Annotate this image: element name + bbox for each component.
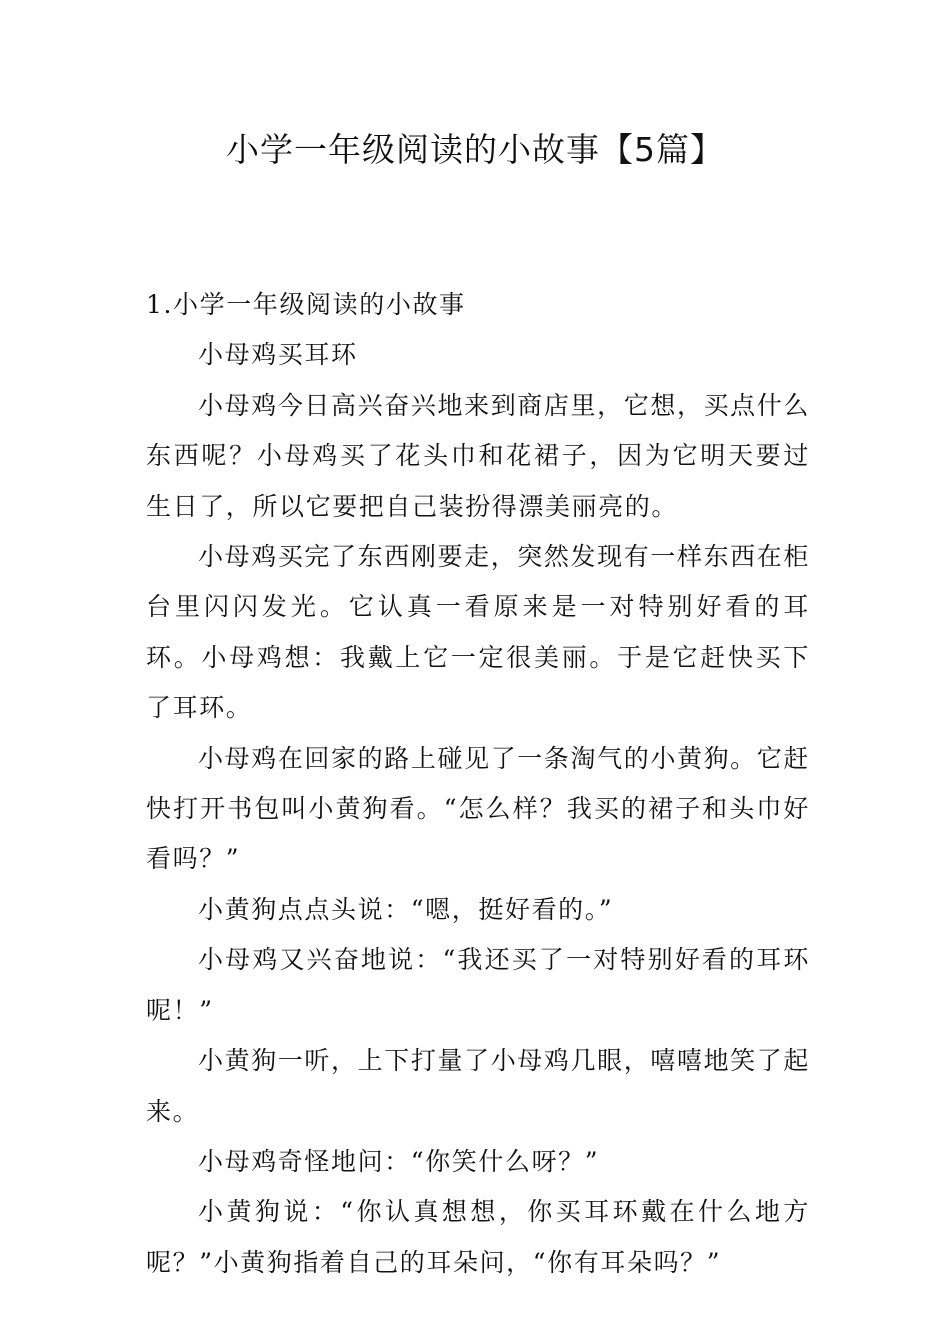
document-body [146,280,810,1288]
section-heading: 1.小学一年级阅读的小故事 [146,290,466,319]
paragraph-6: 小黄狗一听，上下打量了小母鸡几眼，嘻嘻地笑了起来。 [146,1046,810,1126]
paragraph-3: 小母鸡在回家的路上碰见了一条淘气的小黄狗。它赶快打开书包叫小黄狗看。“怎么样？我买的裙子和头巾好看吗？” [146,743,810,874]
story-title: 小母鸡买耳环 [198,340,358,370]
document-title: 小学一年级阅读的小故事【5篇】 [226,130,724,169]
paragraph-7: 小母鸡奇怪地问：“你笑什么呀？” [198,1146,600,1176]
paragraph-2: 小母鸡买完了东西刚要走，突然发现有一样东西在柜台里闪闪发光。它认真一看原来是一对特别好看的耳环。小母鸡想：我戴上它一定很美丽。于是它赶快买下了耳环。 [146,542,810,723]
paragraph-1: 小母鸡今日高兴奋兴地来到商店里，它想，买点什么东西呢？小母鸡买了花头巾和花裙子，因为它明天要过生日了，所以它要把自己装扮得漂美丽亮的。 [146,390,810,521]
paragraph-4: 小黄狗点点头说：“嗯，挺好看的。” [198,894,614,924]
paragraph-8: 小黄狗说：“你认真想想，你买耳环戴在什么地方呢？”小黄狗指着自己的耳朵问，“你有耳朵吗？” [146,1197,810,1277]
paragraph-5: 小母鸡又兴奋地说：“我还买了一对特别好看的耳环呢！” [146,945,810,1025]
